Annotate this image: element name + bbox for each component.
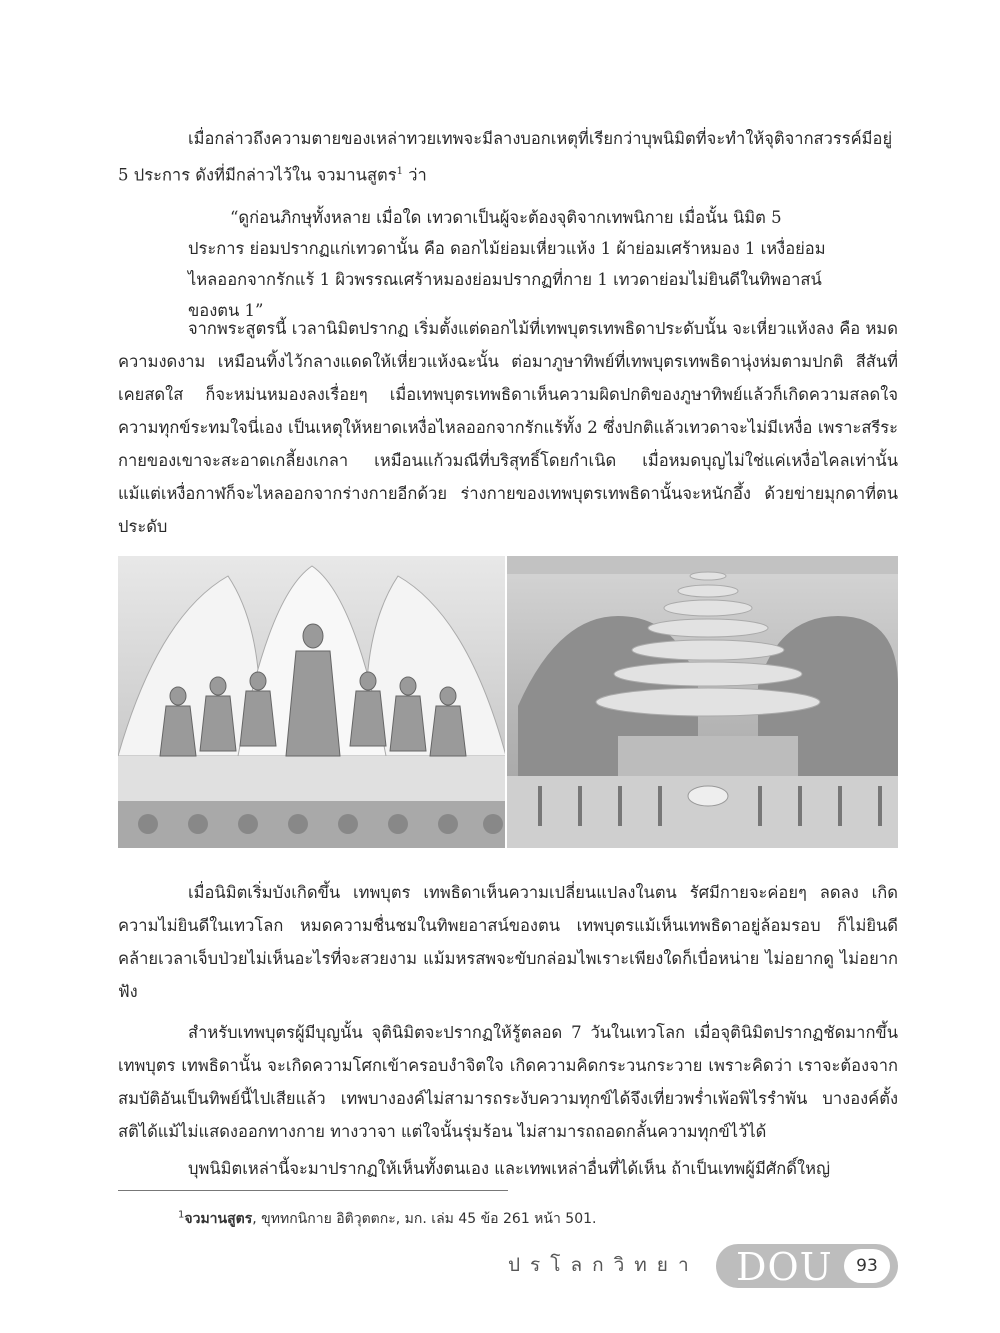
footnote-title: จวมานสูตร — [184, 1211, 253, 1227]
sutta-quote: “ดูก่อนภิกษุทั้งหลาย เมื่อใด เทวดาเป็นผู้จะต้องจุติจากเทพนิกาย เมื่อนั้น นิมิต 5 ประการ ย่อมปรากฏแก่เทวดานั้น คือ ดอกไม้ย่อมเหี่ยวแห้ง 1 ผ้าย่อมเศร้าหมอง 1 เหงื่อย่อมไหลออกจากรักแร้ 1 ผิวพรรณเศร้าหมองย่อมปรากฏที่กาย 1 เทวดาย่อมไม่ยินดีในทิพอาสน์ของตน 1” — [188, 208, 826, 320]
footnote-ref[interactable]: 1 — [396, 166, 403, 177]
paragraph-explanation: จากพระสูตรนี้ เวลานิมิตปรากฏ เริ่มตั้งแต่ดอกไม้ที่เทพบุตรเทพธิดาประดับนั้น จะเหี่ยวแห้งลง คือ หมดความงดงาม เหมือนทิ้งไว้กลางแดดให้เหี่ยวแห้งฉะนั้น ต่อมาภูษาทิพย์ที่เทพบุตรเทพธิดานุ่งห่มตามปกติ สีสันที่เคยสดใส ก็จะหม่นหมองลงเรื่อยๆ เมื่อเทพบุตรเทพธิดาเห็นความผิดปกติของภูษาทิพย์แล้วก็เกิดความสลดใจ ความทุกข์ระทมใจนี่เอง เป็นเหตุให้หยาดเหงื่อไหลออกจากรักแร้ทั้ง 2 ซึ่งปกติแล้วเทวดาจะไม่มีเหงื่อ เพราะสรีระกายของเขาจะสะอาดเกลี้ยงเกลา เหมือนแก้วมณีที่บริสุทธิ์โดยกำเนิด เมื่อหมดบุญไม่ใช่แค่เหงื่อไคลเท่านั้น แม้แต่เหงื่อกาฬก็จะไหลออกจากร่างกายอีกด้วย ร่างกายของเทพบุตรเทพธิดานั้นจะหนักอึ้ง ด้วยข่ายมุกดาที่ตนประดับ — [118, 319, 898, 536]
running-title: ปรโลกวิทยา — [508, 1254, 699, 1276]
dou-logo: DOU — [736, 1245, 833, 1289]
illustration-svg — [118, 556, 898, 848]
paragraph-continuation: บุพนิมิตเหล่านี้จะมาปรากฏให้เห็นทั้งตนเอง และเทพเหล่าอื่นที่ได้เห็น ถ้าเป็นเทพผู้มีศักดิ์ใหญ่ — [188, 1159, 831, 1178]
paragraph-merit: สำหรับเทพบุตรผู้มีบุญนั้น จุตินิมิตจะปรากฏให้รู้ตลอด 7 วันในเทวโลก เมื่อจุตินิมิตปรากฏชัดมากขึ้น เทพบุตร เทพธิดานั้น จะเกิดความโศกเข้าครอบงำจิตใจ เกิดความคิดกระวนกระวาย เพราะคิดว่า เราจะต้องจากสมบัติอันเป็นทิพย์นี้ไปเสียแล้ว เทพบางองค์ไม่สามารถระงับความทุกข์ได้จึงเที่ยวพร่ำเพ้อพิไรรำพัน บางองค์ตั้งสติได้แม้ไม่แสดงออกทางกาย ทางวาจา แต่ใจนั้นรุ่มร้อน ไม่สามารถถอดกลั้นความทุกข์ไว้ได้ — [118, 1023, 898, 1141]
paragraph-intro — [118, 122, 898, 192]
page-number: 93 — [844, 1249, 890, 1283]
footnote-mark: 1 — [178, 1209, 185, 1221]
dou-badge — [716, 1244, 898, 1288]
footnote-text: , ขุททกนิกาย อิติวุตตกะ, มก. เล่ม 45 ข้อ 261 หน้า 501. — [252, 1211, 597, 1227]
footnote-rule — [118, 1190, 508, 1191]
footnote — [178, 1208, 596, 1230]
paragraph-intro-end: ว่า — [402, 165, 427, 185]
paragraph-intro-text: เมื่อกล่าวถึงความตายของเหล่าทวยเทพจะมีลางบอกเหตุที่เรียกว่าบุพนิมิตที่จะทำให้จุติจากสวรรค์มีอยู่ 5 ประการ ดังที่มีกล่าวไว้ใน จวมานสูตร — [118, 129, 893, 185]
illustration-figure — [118, 556, 898, 848]
paragraph-signs: เมื่อนิมิตเริ่มบังเกิดขึ้น เทพบุตร เทพธิดาเห็นความเปลี่ยนแปลงในตน รัศมีกายจะค่อยๆ ลดลง เกิดความไม่ยินดีในเทวโลก หมดความชื่นชมในทิพยอาสน์ของตน เทพบุตรแม้เห็นเทพธิดาอยู่ล้อมรอบ ก็ไม่ยินดี คล้ายเวลาเจ็บป่วยไม่เห็นอะไรที่จะสวยงาม แม้มหรสพจะขับกล่อมไพเราะเพียงใดก็เบื่อหน่าย ไม่อยากดู ไม่อยากฟัง — [118, 883, 898, 1001]
